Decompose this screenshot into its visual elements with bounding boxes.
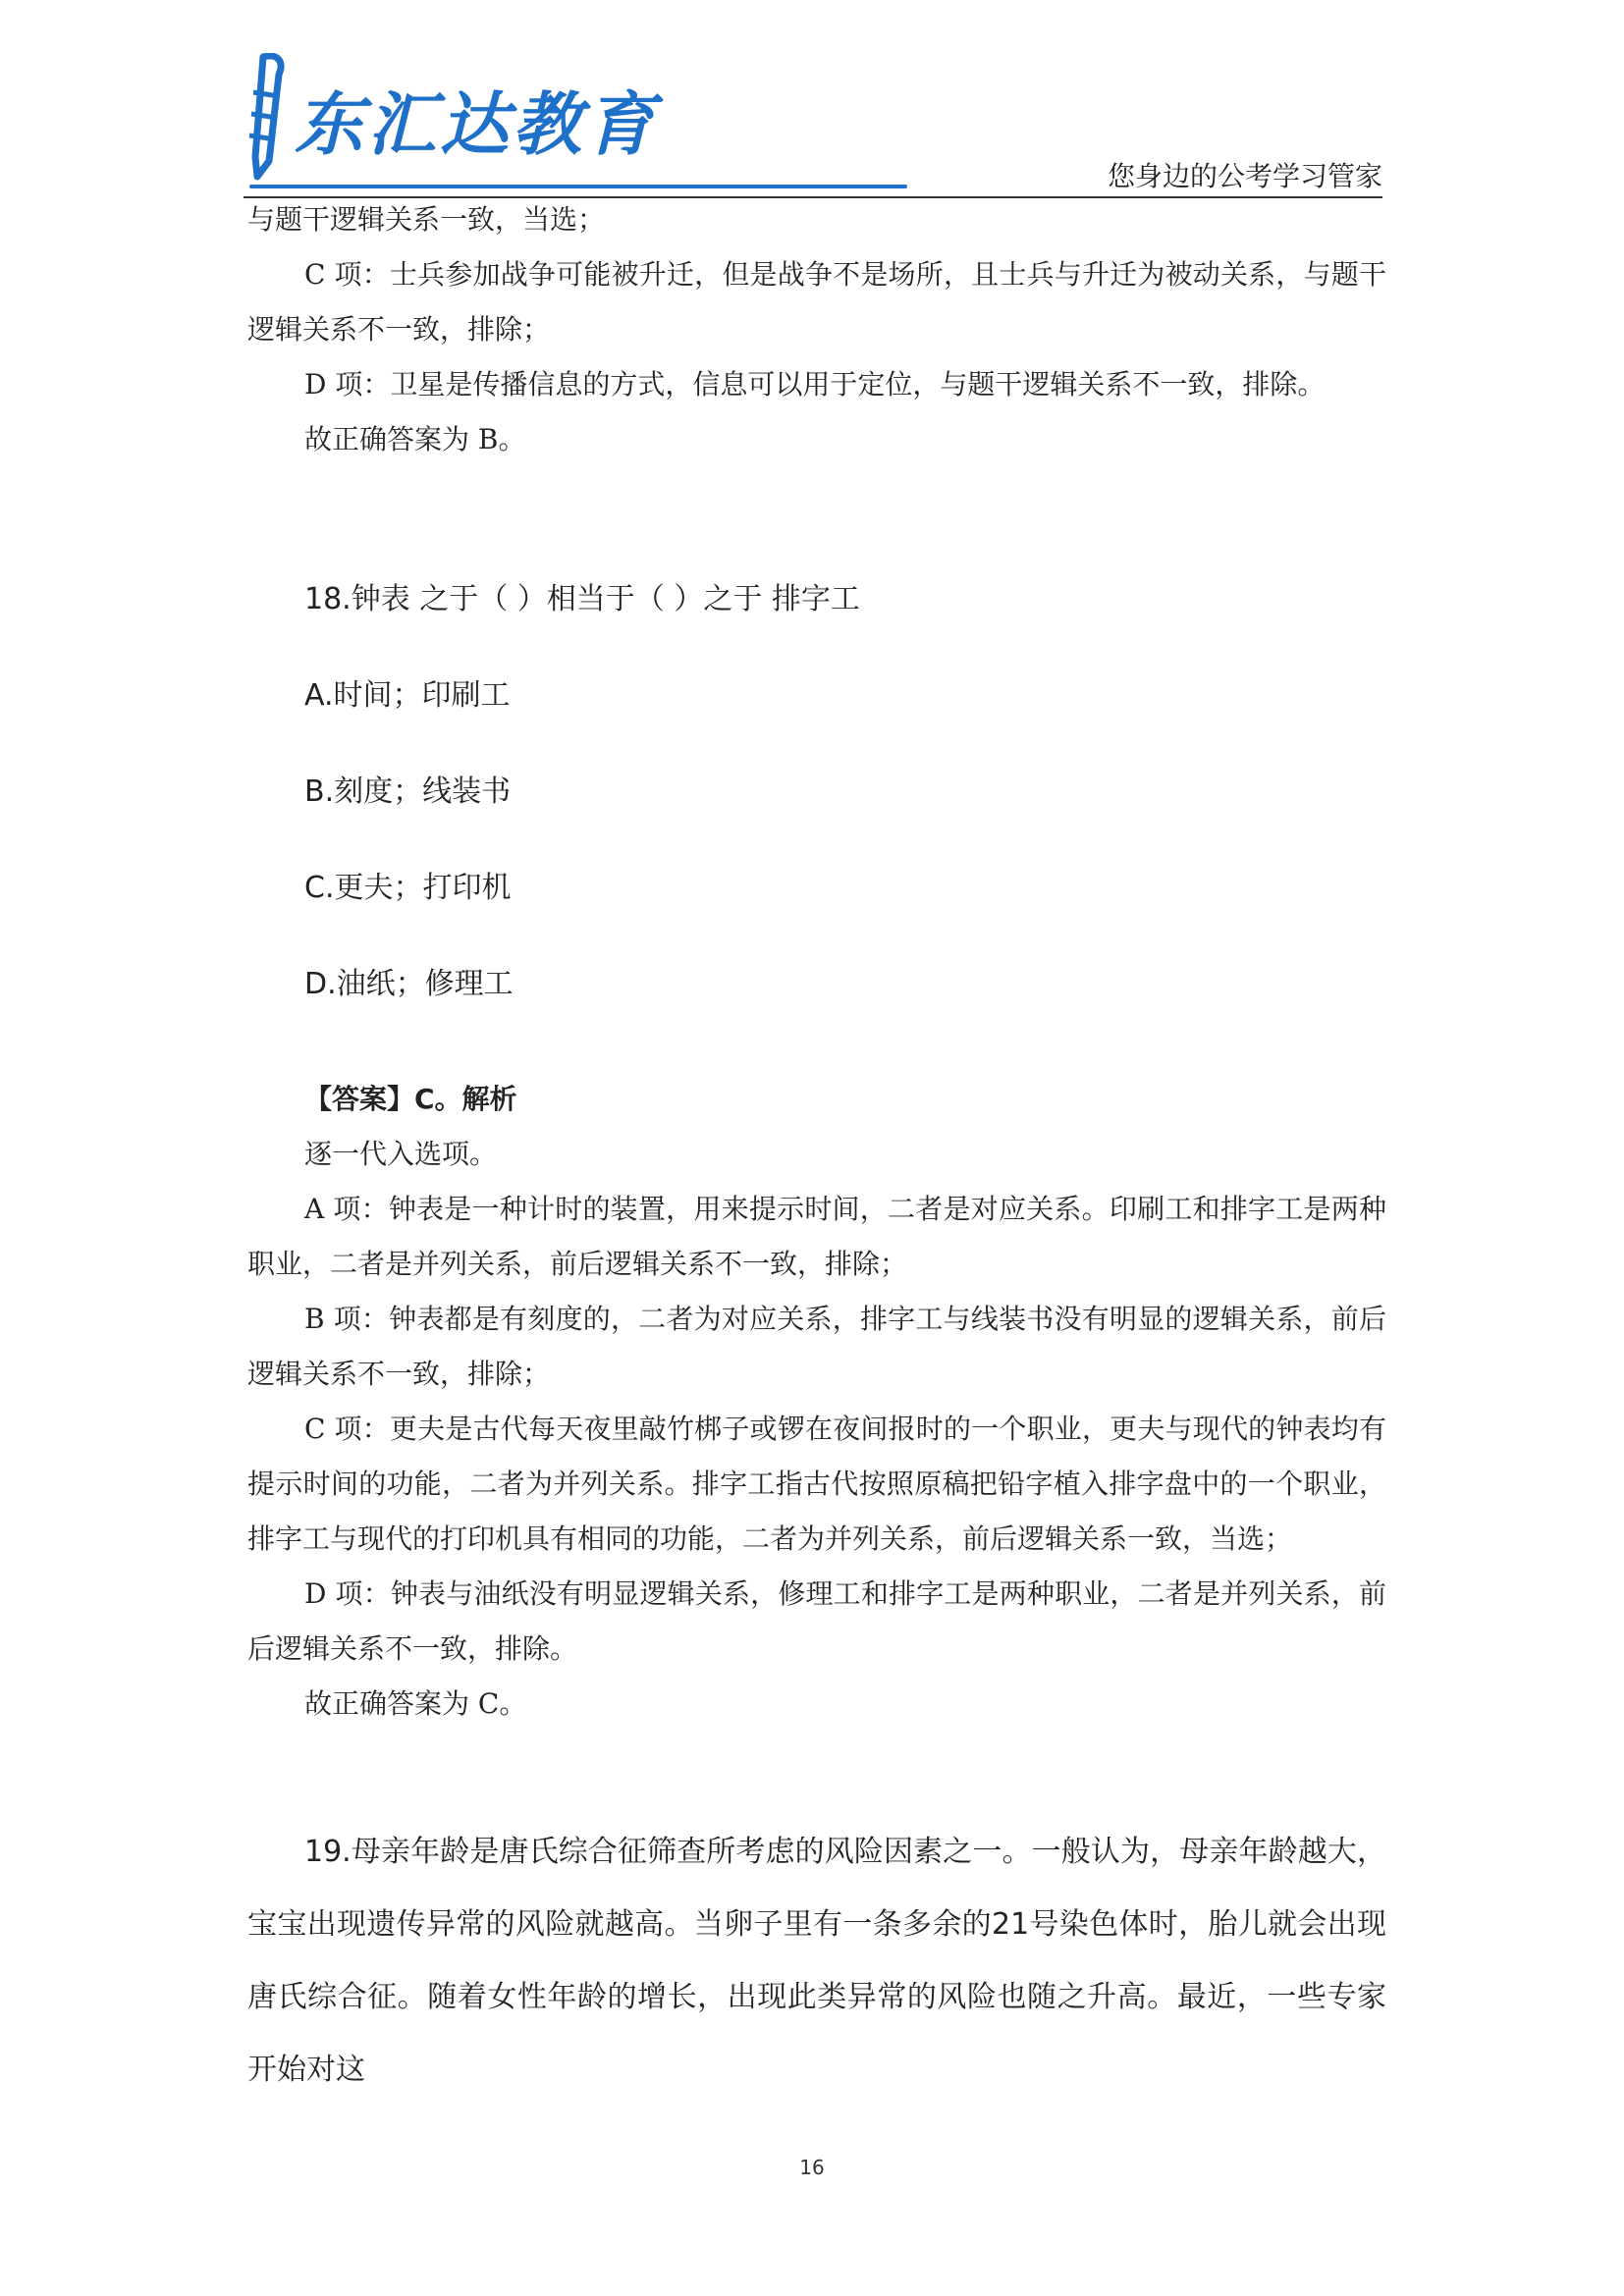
page-number: 16	[799, 2156, 825, 2179]
pencil-logo-icon	[244, 53, 298, 181]
analysis-intro: 逐一代入选项。	[304, 1138, 498, 1170]
analysis-option-c: C 项：更夫是古代每天夜里敲竹梆子或锣在夜间报时的一个职业，更夫与现代的钟表均有提示时间的功能，二者为并列关系。排字工指古代按照原稿把铅字植入排字盘中的一个职业，排字工与现代的打印机具有相同的功能，二者为并列关系，前后逻辑关系一致，当选；	[247, 1413, 1386, 1555]
question-18-option-b: B.刻度；线装书	[304, 774, 512, 809]
answer-heading: 【答案】C。解析	[304, 1083, 517, 1115]
prev-continuation: 与题干逻辑关系一致，当选；	[247, 203, 606, 236]
question-18-stem: 18.钟表 之于（ ）相当于（ ）之于 排字工	[304, 582, 860, 616]
tagline: 您身边的公考学习管家	[1107, 160, 1382, 192]
analysis-option-d: D 项：钟表与油纸没有明显逻辑关系，修理工和排字工是两种职业，二者是并列关系，前后逻辑关系不一致，排除。	[247, 1577, 1386, 1665]
analysis-option-b: B 项：钟表都是有刻度的，二者为对应关系，排字工与线装书没有明显的逻辑关系，前后逻辑关系不一致，排除；	[247, 1303, 1386, 1390]
question-19-text: 19.母亲年龄是唐氏综合征筛查所考虑的风险因素之一。一般认为，母亲年龄越大，宝宝出现遗传异常的风险就越高。当卵子里有一条多余的21号染色体时，胎儿就会出现唐氏综合征。随着女性年龄的增长，出现此类异常的风险也随之升高。最近，一些专家开始对这	[247, 1835, 1386, 2087]
prev-conclusion: 故正确答案为 B。	[304, 423, 526, 455]
prev-option-d: D 项：卫星是传播信息的方式，信息可以用于定位，与题干逻辑关系不一致，排除。	[304, 368, 1326, 400]
prev-option-c: C 项：士兵参加战争可能被升迁，但是战争不是场所，且士兵与升迁为被动关系，与题干逻辑关系不一致，排除；	[247, 258, 1386, 346]
question-18-option-d: D.油纸；修理工	[304, 967, 514, 1001]
question-18-option-c: C.更夫；打印机	[304, 871, 512, 905]
logo-text: 东汇达教育	[295, 84, 658, 165]
page-content	[247, 192, 1386, 2107]
logo-underline	[249, 185, 907, 188]
page-header	[244, 53, 1382, 200]
question-18-option-a: A.时间；印刷工	[304, 678, 511, 713]
analysis-conclusion: 故正确答案为 C。	[304, 1687, 527, 1720]
analysis-option-a: A 项：钟表是一种计时的装置，用来提示时间，二者是对应关系。印刷工和排字工是两种职业，二者是并列关系，前后逻辑关系不一致，排除；	[247, 1193, 1386, 1280]
